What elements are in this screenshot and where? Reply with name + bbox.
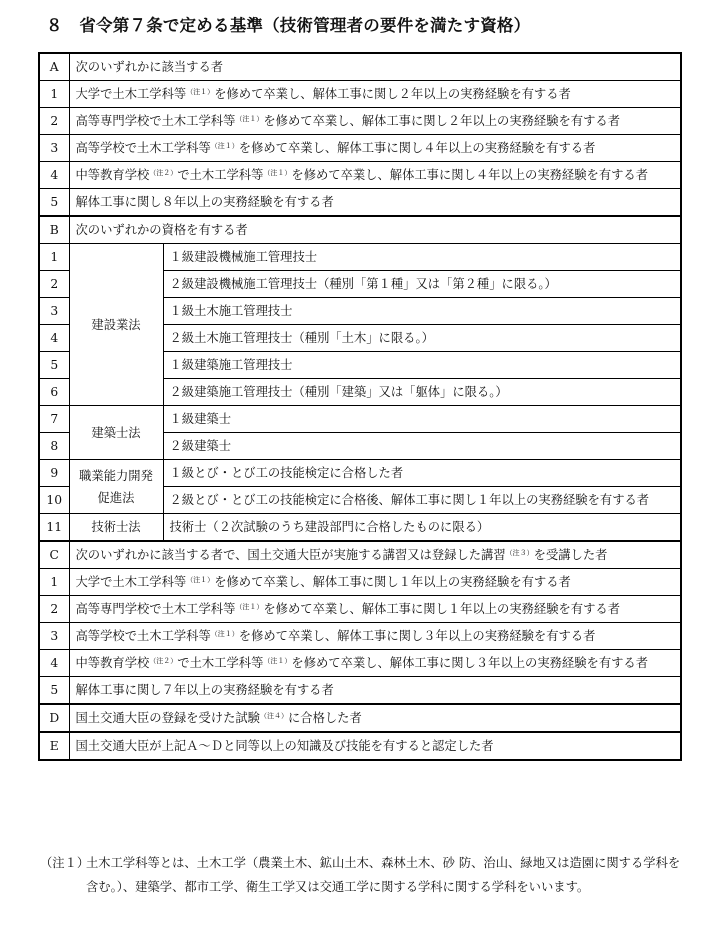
row-text: １級土木施工管理技士 (163, 298, 681, 325)
table-row (39, 162, 681, 189)
section-label: B (39, 216, 69, 244)
section-label: E (39, 732, 69, 760)
row-text: １級建築士 (163, 406, 681, 433)
section-c-header (39, 541, 681, 569)
section-text: 国土交通大臣の登録を受けた試験$^{(注4)}$に合格した者 (69, 704, 681, 732)
row-number: 1 (39, 569, 69, 596)
row-number: 4 (39, 162, 69, 189)
row-text: ２級建築施工管理技士（種別「建築」又は「躯体」に限る。） (163, 379, 681, 406)
table-row (39, 460, 681, 487)
row-number: 3 (39, 623, 69, 650)
table-row (39, 650, 681, 677)
law-engineer: 技術士法 (69, 514, 163, 542)
table-row (39, 623, 681, 650)
table-row (39, 135, 681, 162)
table-row (39, 514, 681, 542)
footnote-label: （注１） (40, 856, 90, 870)
table-row (39, 569, 681, 596)
row-number: 1 (39, 244, 69, 271)
row-text: １級とび・とび工の技能検定に合格した者 (163, 460, 681, 487)
row-number: 1 (39, 81, 69, 108)
section-e (39, 732, 681, 760)
row-number: 2 (39, 108, 69, 135)
row-number: 10 (39, 487, 69, 514)
row-number: 6 (39, 379, 69, 406)
row-text: 高等学校で土木工学科等$^{(注1)}$を修めて卒業し、解体工事に関し４年以上の実務経験を有する者 (69, 135, 681, 162)
footnote (40, 851, 684, 899)
section-label: C (39, 541, 69, 569)
section-b-header (39, 216, 681, 244)
row-text: 高等学校で土木工学科等$^{(注1)}$を修めて卒業し、解体工事に関し３年以上の実務経験を有する者 (69, 623, 681, 650)
section-text: 次のいずれかの資格を有する者 (69, 216, 681, 244)
row-text: ２級建築士 (163, 433, 681, 460)
section-label: A (39, 53, 69, 81)
row-text: ２級土木施工管理技士（種別「土木」に限る。） (163, 325, 681, 352)
row-text: 解体工事に関し８年以上の実務経験を有する者 (69, 189, 681, 217)
law-architect: 建築士法 (69, 406, 163, 460)
row-text: ２級とび・とび工の技能検定に合格後、解体工事に関し１年以上の実務経験を有する者 (163, 487, 681, 514)
row-number: 2 (39, 271, 69, 298)
row-number: 9 (39, 460, 69, 487)
row-text: 高等専門学校で土木工学科等$^{(注1)}$を修めて卒業し、解体工事に関し１年以上の実務経験を有する者 (69, 596, 681, 623)
law-construction: 建設業法 (69, 244, 163, 406)
section-a-header (39, 53, 681, 81)
row-text: 大学で土木工学科等$^{(注1)}$を修めて卒業し、解体工事に関し２年以上の実務経験を有する者 (69, 81, 681, 108)
row-text: １級建築施工管理技士 (163, 352, 681, 379)
row-number: 4 (39, 325, 69, 352)
section-label: D (39, 704, 69, 732)
section-text: 国土交通大臣が上記Ａ〜Ｄと同等以上の知識及び技能を有すると認定した者 (69, 732, 681, 760)
row-number: 4 (39, 650, 69, 677)
footnotes (40, 851, 684, 899)
qualification-table (38, 52, 682, 761)
section-text: 次のいずれかに該当する者で、国土交通大臣が実施する講習又は登録した講習$^{(注3)}$を受講した者 (69, 541, 681, 569)
law-vocational: 職業能力開発促進法 (69, 460, 163, 514)
table-row (39, 677, 681, 705)
table-row (39, 596, 681, 623)
section-d (39, 704, 681, 732)
row-number: 5 (39, 677, 69, 705)
footnote-text: 土木工学科等とは、土木工学（農業土木、鉱山土木、森林土木、砂 防、治山、緑地又は造園に関する学科を含む。）、建築学、都市工学、衛生工学又は交通工学に関する学科に関する学科をいいます。 (86, 856, 681, 894)
table-row (39, 244, 681, 271)
row-text: ２級建設機械施工管理技士（種別「第１種」又は「第２種」に限る。） (163, 271, 681, 298)
table-row (39, 406, 681, 433)
row-text: 中等教育学校$^{(注2)}$で土木工学科等$^{(注1)}$を修めて卒業し、解体工事に関し４年以上の実務経験を有する者 (69, 162, 681, 189)
row-text: 中等教育学校$^{(注2)}$で土木工学科等$^{(注1)}$を修めて卒業し、解体工事に関し３年以上の実務経験を有する者 (69, 650, 681, 677)
row-text: 解体工事に関し７年以上の実務経験を有する者 (69, 677, 681, 705)
row-number: 5 (39, 189, 69, 217)
row-number: 3 (39, 135, 69, 162)
row-text: １級建設機械施工管理技士 (163, 244, 681, 271)
table-row (39, 108, 681, 135)
section-text: 次のいずれかに該当する者 (69, 53, 681, 81)
row-text: 高等専門学校で土木工学科等$^{(注1)}$を修めて卒業し、解体工事に関し２年以上の実務経験を有する者 (69, 108, 681, 135)
page-title: ８ 省令第７条で定める基準（技術管理者の要件を満たす資格） (46, 16, 531, 35)
row-number: 3 (39, 298, 69, 325)
row-text: 技術士（２次試験のうち建設部門に合格したものに限る） (163, 514, 681, 542)
row-number: 11 (39, 514, 69, 542)
row-number: 2 (39, 596, 69, 623)
row-number: 7 (39, 406, 69, 433)
row-number: 5 (39, 352, 69, 379)
row-number: 8 (39, 433, 69, 460)
row-text: 大学で土木工学科等$^{(注1)}$を修めて卒業し、解体工事に関し１年以上の実務経験を有する者 (69, 569, 681, 596)
table-row (39, 81, 681, 108)
table-row (39, 189, 681, 217)
